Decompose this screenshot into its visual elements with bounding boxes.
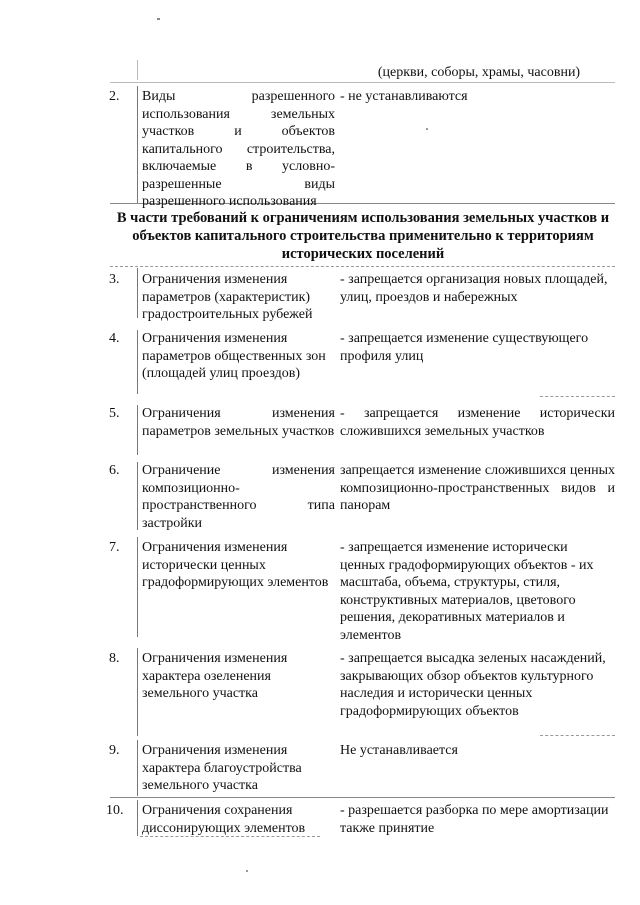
- row-value: - разрешается разборка по мере амортизации также принятие: [340, 803, 609, 836]
- row-number: 8.: [109, 651, 120, 666]
- row-name: Ограничение изменения композиционно-пространственного типа застройки: [142, 463, 335, 531]
- column-rule: [137, 60, 138, 80]
- section-heading: В части требований к ограничениям использования земельных участков и объектов капитального строительства применительно к территориям исторических поселений: [116, 210, 610, 262]
- row-number: 10.: [106, 803, 124, 818]
- row-value: - запрещается изменение исторически сложившихся земельных участков: [340, 406, 615, 439]
- row-name: Ограничения изменения параметров общественных зон (площадей улиц проездов): [142, 331, 326, 381]
- column-rule: [137, 648, 138, 736]
- scan-speck: [426, 128, 428, 130]
- column-rule: [137, 740, 138, 796]
- scan-speck: [246, 870, 248, 872]
- column-rule: [137, 405, 138, 455]
- row-number: 3.: [109, 272, 120, 287]
- row-value: Не устанавливается: [340, 743, 458, 758]
- row-name: Ограничения сохранения диссонирующих элементов: [142, 803, 306, 836]
- row-value: - запрещается организация новых площадей, улиц, проездов и набережных: [340, 272, 608, 305]
- row-name: Ограничения изменения исторически ценных градоформирующих элементов: [142, 540, 329, 590]
- row-number: 9.: [109, 743, 120, 758]
- row-name: Виды разрешенного использования земельных участков и объектов капитального строительства, включаемые в условно-разрешенные виды разрешенного использования: [142, 89, 335, 209]
- scan-speck: [157, 18, 160, 20]
- row-rule: [540, 735, 615, 736]
- row-rule: [110, 797, 615, 798]
- row-number: 5.: [109, 406, 120, 421]
- row-value: - запрещается изменение существующего профиля улиц: [340, 331, 589, 364]
- row-name: Ограничения изменения параметров (характеристик) градостроительных рубежей: [142, 272, 313, 322]
- row-value: - запрещается изменение исторически ценных градоформирующих объектов - их масштаба, объема, структуры, стиля, конструктивных материалов, цветового решения, декоративных материалов и элементов: [340, 540, 594, 643]
- row-value: - запрещается высадка зеленых насаждений, закрывающих обзор объектов культурного наследия и исторически ценных градоформирующих объектов: [340, 651, 606, 719]
- row-number: 6.: [109, 463, 120, 478]
- row-number: 7.: [109, 540, 120, 555]
- row-name: Ограничения изменения характера благоустройства земельного участка: [142, 743, 302, 793]
- row-rule: [540, 396, 615, 397]
- row-rule: [110, 82, 615, 83]
- row-rule: [110, 266, 615, 267]
- row-number: 2.: [109, 89, 120, 104]
- column-rule: [137, 537, 138, 637]
- row-number: 4.: [109, 331, 120, 346]
- column-rule: [137, 330, 138, 394]
- row-value: запрещается изменение сложившихся ценных композиционно-пространственных видов и панорам: [340, 463, 615, 513]
- row-name: Ограничения изменения параметров земельных участков: [142, 406, 335, 439]
- column-rule: [137, 268, 138, 318]
- row-name: Ограничения изменения характера озеленения земельного участка: [142, 651, 288, 701]
- column-rule: [137, 86, 138, 204]
- column-rule: [137, 462, 138, 530]
- row-value: - не устанавливаются: [340, 89, 468, 104]
- column-rule: [137, 800, 138, 836]
- carry-over-text: (церкви, соборы, храмы, часовни): [377, 65, 581, 80]
